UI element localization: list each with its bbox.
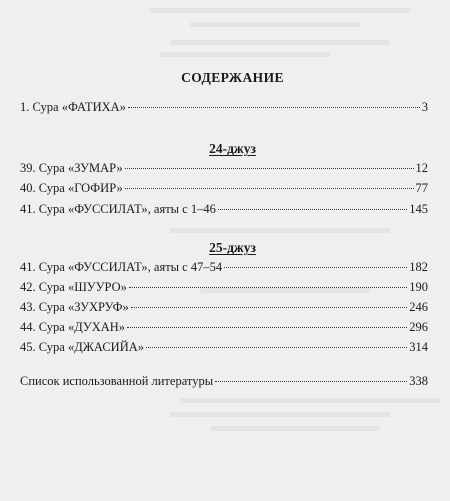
toc-entry — [20, 280, 428, 298]
dot-leader — [127, 327, 407, 328]
toc-entry-page: 190 — [409, 280, 428, 294]
part-heading-label: 25-джуз — [209, 240, 256, 255]
dot-leader — [146, 347, 407, 348]
toc-entry — [20, 161, 428, 179]
dot-leader — [215, 381, 407, 382]
toc-entry — [20, 181, 428, 199]
toc-entry — [20, 340, 428, 358]
toc-entry-page: 246 — [409, 300, 428, 314]
dot-leader — [218, 209, 407, 210]
part-heading — [20, 141, 445, 157]
toc-entry-page: 77 — [415, 181, 428, 195]
toc-title: СОДЕРЖАНИЕ — [181, 70, 284, 85]
toc-entry-label: 44. Сура «ДУХАН» — [20, 320, 126, 334]
toc-entry-label: 42. Сура «ШУУРО» — [20, 280, 127, 294]
toc-entry-page: 12 — [415, 161, 428, 175]
dot-leader — [224, 267, 407, 268]
toc-entry-label: 45. Сура «ДЖАСИЙА» — [20, 340, 144, 354]
dot-leader — [125, 188, 414, 189]
dot-leader — [125, 168, 414, 169]
toc-entry-label: 39. Сура «ЗУМАР» — [20, 161, 123, 175]
toc-entry-page: 182 — [409, 260, 428, 274]
toc-entry — [20, 100, 428, 118]
dot-leader — [129, 287, 407, 288]
toc-entry — [20, 300, 428, 318]
toc-entry — [20, 374, 428, 392]
toc-entry — [20, 320, 428, 338]
toc-entry-page: 296 — [409, 320, 428, 334]
toc-entry — [20, 260, 428, 278]
dot-leader — [128, 107, 420, 108]
toc-entry-label: 41. Сура «ФУССИЛАТ», аяты с 1–46 — [20, 202, 216, 216]
toc-entry-page: 145 — [409, 202, 428, 216]
toc-entry — [20, 202, 428, 220]
toc-entry-label: 41. Сура «ФУССИЛАТ», аяты с 47–54 — [20, 260, 223, 274]
dot-leader — [131, 307, 408, 308]
toc-entry-page: 314 — [409, 340, 428, 354]
part-heading — [20, 240, 445, 256]
toc-entry-label: Список использованной литературы — [20, 374, 214, 388]
toc-entry-page: 338 — [409, 374, 428, 388]
toc-entry-label: 40. Сура «ГОФИР» — [20, 181, 123, 195]
toc-entry-page: 3 — [421, 100, 428, 114]
toc-entry-label: 1. Сура «ФАТИХА» — [20, 100, 126, 114]
table-of-contents — [20, 0, 445, 501]
part-heading-label: 24-джуз — [209, 141, 256, 156]
toc-entry-label: 43. Сура «ЗУХРУФ» — [20, 300, 129, 314]
